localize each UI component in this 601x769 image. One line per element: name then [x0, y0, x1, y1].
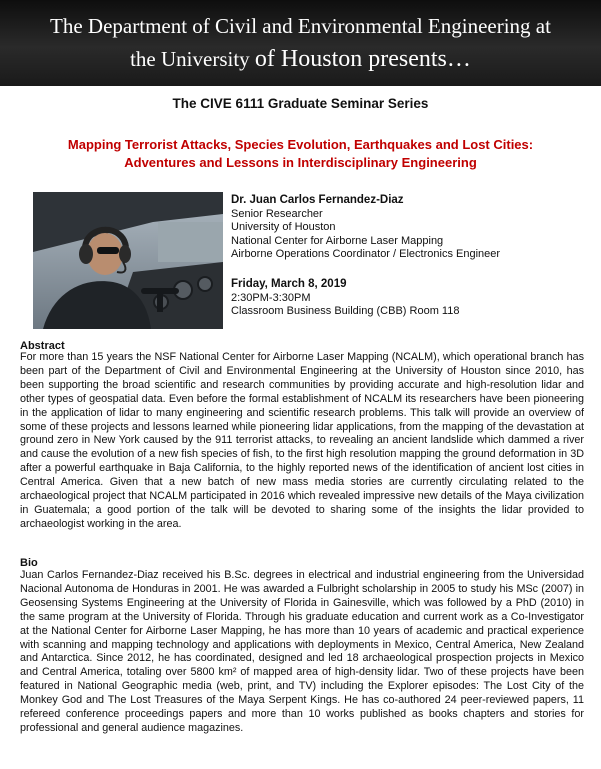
header-banner [0, 0, 601, 86]
pilot-in-cockpit-photo [33, 192, 223, 329]
speaker-university: University of Houston [231, 221, 336, 234]
banner-line-1: The Department of Civil and Environmental Engineering at [50, 14, 551, 38]
banner-line-2-prefix: the University [130, 47, 250, 71]
talk-title-line-1: Mapping Terrorist Attacks, Species Evolution, Earthquakes and Lost Cities: [67, 137, 534, 152]
abstract-heading: Abstract [20, 340, 65, 352]
speaker-photo [33, 192, 223, 329]
banner-line-2-main: of Houston presents… [254, 46, 471, 72]
event-location: Classroom Business Building (CBB) Room 118 [231, 305, 460, 318]
talk-title-line-2: Adventures and Lessons in Interdisciplinary Engineering [124, 155, 477, 170]
speaker-position: Senior Researcher [231, 207, 323, 220]
event-time: 2:30PM-3:30PM [231, 291, 311, 304]
series-title: The CIVE 6111 Graduate Seminar Series [172, 96, 429, 111]
banner-line-2 [0, 46, 601, 73]
speaker-info [231, 194, 500, 262]
speaker-role: Airborne Operations Coordinator / Electronics Engineer [231, 248, 501, 261]
bio-heading: Bio [20, 557, 38, 569]
event-date: Friday, March 8, 2019 [231, 278, 347, 290]
speaker-center: National Center for Airborne Laser Mapping [231, 234, 444, 247]
event-info [231, 278, 459, 319]
abstract-text: For more than 15 years the NSF National Center for Airborne Laser Mapping (NCALM), which operational branch has been part of the Department of Civil and Environmental Engineering at the University of Houston since 2010, has been supporting the broad scientific and research communities by providing accurate and high-resolution lidar and other types of geospatial data. Even before the formal establishment of NCALM its researchers have been pioneering in the application of lidar to many engineering and scientific research problems. This talk will provide an overview of some of these projects and lessons learned while pioneering lidar applications, from the mapping of the devastation at ground zero in New York caused by the 911 terrorist attacks, to revealing an ancient landslide which dammed a river and cause the evolution of a new fish species of fish, to the first high resolution mapping the ground deformation in 3D after a powerful earthquake in Baja California, to the highly reported news of the identification of ancient lost cities in Central America. Given that a new batch of new mass media stories are currently circulating related to the archaeological project that NCALM participated in 2016 which revealed impressive new details of the Maya civilization in Guatemala; a good portion of the talk will be devoted to sharing some of the insights the lidar provided to archaeologist working in the area. [20, 351, 584, 530]
bio-text: Juan Carlos Fernandez-Diaz received his B.Sc. degrees in electrical and industrial engineering from the Universidad Nacional Autonoma de Honduras in 2001. He was awarded a Fulbright scholarship in 2005 to study his MSc (2007) in Geosensing Systems Engineering at the University of Florida in Gainesville, which was followed by a PhD (2010) in the same program at the University of Florida. Through his graduate education and current work as a Co-Investigator at the National Center for Airborne Laser Mapping, he has more than 10 years of academic and practical experience with scanning and mapping technology and applications with deployments in Mexico, Central America, New Zealand and Antarctica. Since 2012, he has coordinated, designed and led 18 archaeological prospection projects in Mexico and Central America, totaling over 5800 km² of mapped area of high-density lidar. Two of these projects have been featured in National Geographic media (web, print, and TV) including the Explorer episodes: The Lost City of the Monkey God and The Lost Treasures of the Maya Serpent Kings. He has co-authored 24 peer-reviewed papers, 11 refereed conference proceedings papers and more than 10 works published as books chapters and stories for professional and general audience magazines. [20, 569, 584, 734]
speaker-name: Dr. Juan Carlos Fernandez-Diaz [231, 194, 404, 206]
talk-title [0, 136, 601, 172]
